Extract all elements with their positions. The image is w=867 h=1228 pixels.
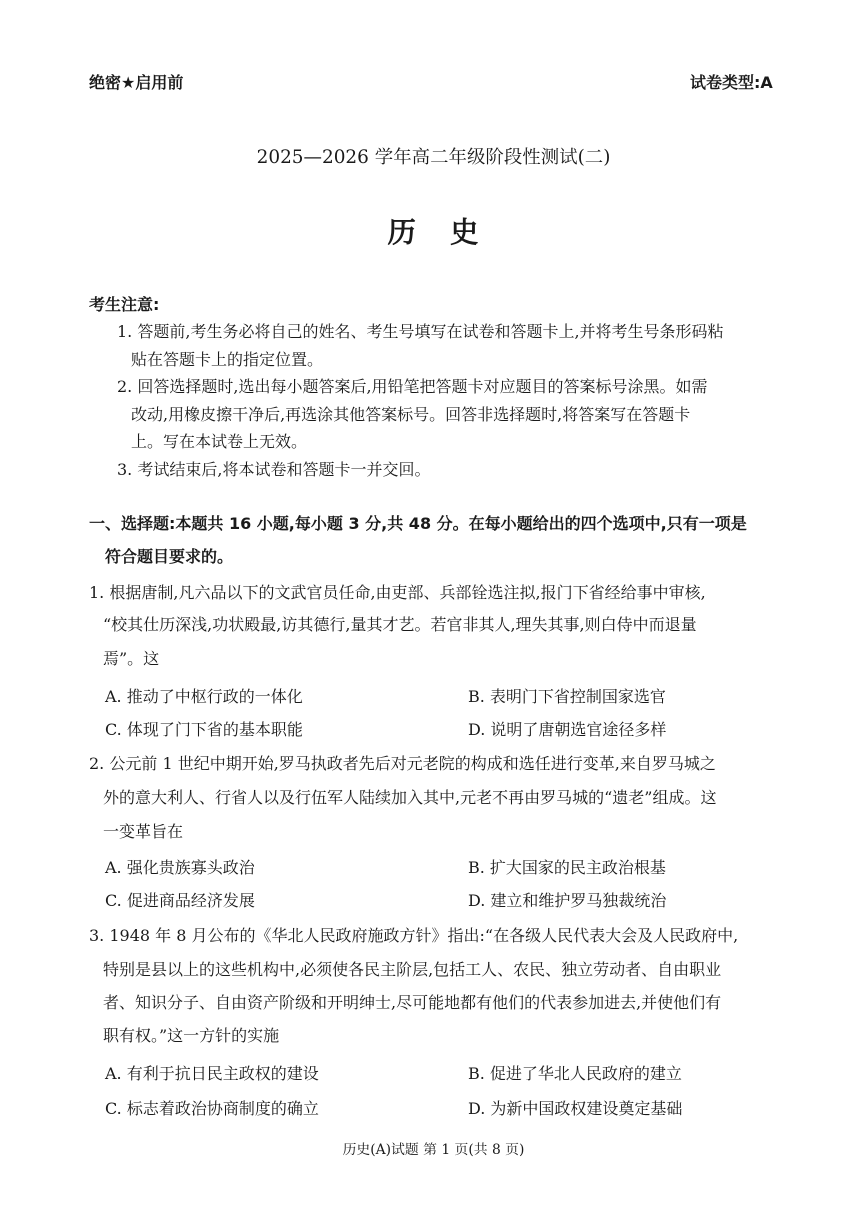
question-1-line-1: 1. 根据唐制,凡六品以下的文武官员任命,由吏部、兵部铨选注拟,报门下省经给事中审核, — [89, 583, 706, 602]
exam-title: 2025—2026 学年高二年级阶段性测试(二) — [256, 147, 611, 168]
confidential-label: 绝密★启用前 — [89, 73, 184, 92]
question-3-line-4: 职有权。”这一方针的实施 — [103, 1026, 280, 1045]
question-2-line-1: 2. 公元前 1 世纪中期开始,罗马执政者先后对元老院的构成和选任进行变革,来自罗马城之 — [89, 754, 716, 773]
question-2-option-d[interactable]: D. 建立和维护罗马独裁统治 — [468, 891, 667, 910]
question-3-option-a[interactable]: A. 有利于抗日民主政权的建设 — [105, 1064, 319, 1083]
notice-item-2-line-3: 上。写在本试卷上无效。 — [131, 432, 308, 451]
question-3-line-2: 特别是县以上的这些机构中,必须使各民主阶层,包括工人、农民、独立劳动者、自由职业 — [103, 960, 722, 979]
question-3-line-3: 者、知识分子、自由资产阶级和开明绅士,尽可能地都有他们的代表参加进去,并使他们有 — [103, 993, 722, 1012]
question-3-line-1: 3. 1948 年 8 月公布的《华北人民政府施政方针》指出:“在各级人民代表大会及人民政府中, — [89, 926, 739, 945]
notice-item-3-line-1: 3. 考试结束后,将本试卷和答题卡一并交回。 — [117, 460, 431, 479]
question-1-option-c[interactable]: C. 体现了门下省的基本职能 — [105, 720, 303, 739]
question-3-option-b[interactable]: B. 促进了华北人民政府的建立 — [468, 1064, 682, 1083]
notice-item-1-line-2: 贴在答题卡上的指定位置。 — [131, 350, 324, 369]
notice-heading: 考生注意: — [89, 295, 160, 314]
question-1-line-3: 焉”。这 — [103, 649, 160, 668]
question-2-option-b[interactable]: B. 扩大国家的民主政治根基 — [468, 858, 666, 877]
section-heading-line-2: 符合题目要求的。 — [105, 547, 234, 566]
notice-item-1-line-1: 1. 答题前,考生务必将自己的姓名、考生号填写在试卷和答题卡上,并将考生号条形码粘 — [117, 322, 724, 341]
question-2-option-c[interactable]: C. 促进商品经济发展 — [105, 891, 255, 910]
question-1-option-b[interactable]: B. 表明门下省控制国家选官 — [468, 687, 666, 706]
page-footer: 历史(A)试题 第 1 页(共 8 页) — [342, 1142, 525, 1158]
question-1-option-d[interactable]: D. 说明了唐朝选官途径多样 — [468, 720, 667, 739]
question-2-option-a[interactable]: A. 强化贵族寡头政治 — [105, 858, 255, 877]
question-3-option-c[interactable]: C. 标志着政治协商制度的确立 — [105, 1099, 319, 1118]
paper-type-label: 试卷类型:A — [690, 73, 773, 92]
question-2-line-3: 一变革旨在 — [103, 822, 184, 841]
question-1-line-2: “校其仕历深浅,功状殿最,访其德行,量其才艺。若官非其人,理失其事,则白侍中而退量 — [103, 615, 697, 634]
notice-item-2-line-2: 改动,用橡皮擦干净后,再选涂其他答案标号。回答非选择题时,将答案写在答题卡 — [131, 405, 691, 424]
question-2-line-2: 外的意大利人、行省人以及行伍军人陆续加入其中,元老不再由罗马城的“遗老”组成。这 — [103, 788, 717, 807]
question-3-option-d[interactable]: D. 为新中国政权建设奠定基础 — [468, 1099, 683, 1118]
question-1-option-a[interactable]: A. 推动了中枢行政的一体化 — [105, 687, 303, 706]
notice-item-2-line-1: 2. 回答选择题时,选出每小题答案后,用铅笔把答题卡对应题目的答案标号涂黑。如需 — [117, 377, 708, 396]
subject-title: 历史 — [387, 215, 513, 249]
section-heading-line-1: 一、选择题:本题共 16 小题,每小题 3 分,共 48 分。在每小题给出的四个选项中,只有一项是 — [89, 514, 747, 533]
